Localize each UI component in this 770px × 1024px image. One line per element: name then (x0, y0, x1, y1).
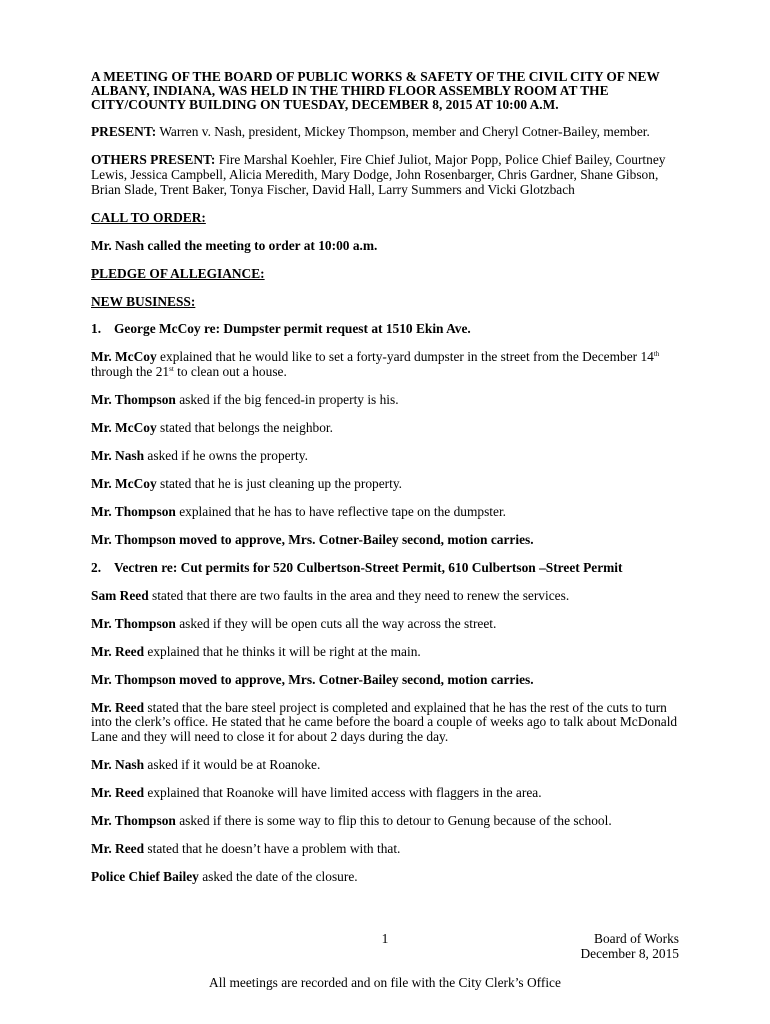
minutes-entry (91, 505, 681, 520)
entry-text: stated that he is just cleaning up the property. (156, 476, 403, 491)
entry-text: asked the date of the closure. (198, 868, 358, 884)
agenda-item-2 (91, 561, 681, 576)
minutes-entry (91, 589, 681, 604)
speaker: Mr. Thompson (91, 813, 176, 829)
minutes-entry (91, 350, 681, 379)
others-present-label: OTHERS PRESENT: (91, 152, 216, 168)
speaker: Mr. Reed (91, 643, 145, 659)
entry-text: asked if they will be open cuts all the way across the street. (175, 615, 497, 631)
speaker: Mr. Thompson (91, 615, 176, 631)
entry-text: explained that he would like to set a forty-yard dumpster in the street from the December 14 (156, 349, 654, 365)
speaker: Mr. McCoy (91, 476, 157, 491)
minutes-entry (91, 449, 681, 464)
entry-text: explained that he has to have reflective tape on the dumpster. (175, 503, 507, 519)
footer-board: Board of Works (594, 931, 679, 946)
entry-text: asked if there is some way to flip this to detour to Genung because of the school. (175, 813, 612, 829)
footer-date: December 8, 2015 (580, 946, 679, 961)
entry-text: asked if the big fenced-in property is his. (175, 392, 399, 408)
item-title: Vectren re: Cut permits for 520 Culbertson-Street Permit, 610 Culbertson –Street Permit (114, 559, 623, 575)
agenda-item-1 (91, 322, 681, 337)
present-paragraph (91, 125, 681, 140)
minutes-entry (91, 393, 681, 408)
speaker: Mr. Thompson (91, 503, 176, 519)
speaker: Police Chief Bailey (91, 868, 199, 884)
call-to-order-heading: CALL TO ORDER: (91, 209, 206, 225)
minutes-entry (91, 617, 681, 632)
minutes-entry (91, 870, 681, 885)
footer-note: All meetings are recorded and on file with the City Clerk’s Office (209, 975, 561, 990)
minutes-entry (91, 814, 681, 829)
others-present-paragraph (91, 153, 681, 197)
item-number: 1. (91, 321, 102, 337)
entry-text: asked if he owns the property. (144, 448, 308, 464)
entry-text: stated that belongs the neighbor. (156, 420, 333, 436)
minutes-entry (91, 421, 681, 436)
motion-text: Mr. Thompson moved to approve, Mrs. Cotner-Bailey second, motion carries. (91, 531, 534, 547)
speaker: Mr. Nash (91, 448, 145, 464)
minutes-entry (91, 758, 681, 773)
entry-text: asked if it would be at Roanoke. (144, 757, 321, 773)
speaker: Mr. Reed (91, 785, 145, 801)
present-text: Warren v. Nash, president, Mickey Thompson, member and Cheryl Cotner-Bailey, member. (156, 124, 650, 140)
minutes-body (91, 70, 681, 898)
entry-text: stated that there are two faults in the area and they need to renew the services. (148, 587, 570, 603)
speaker: Mr. Thompson (91, 392, 176, 408)
speaker: Mr. Reed (91, 841, 145, 856)
speaker: Mr. McCoy (91, 349, 157, 365)
pledge-heading: PLEDGE OF ALLEGIANCE: (91, 265, 265, 281)
entry-text: stated that the bare steel project is completed and explained that he has the rest of the cuts to turn into the clerk’s office. He stated that he came before the board a couple of weeks ago to talk about McDonald Lane and they will need to close it for about 2 days during the day. (91, 699, 678, 745)
item-number: 2. (91, 559, 102, 575)
speaker: Mr. Reed (91, 699, 145, 715)
minutes-entry (91, 701, 681, 745)
motion-text: Mr. Thompson moved to approve, Mrs. Cotner-Bailey second, motion carries. (91, 671, 534, 687)
call-to-order-text: Mr. Nash called the meeting to order at 10:00 a.m. (91, 237, 378, 253)
entry-text: to clean out a house. (173, 364, 287, 380)
entry-text: explained that he thinks it will be right at the main. (144, 643, 421, 659)
entry-text: explained that Roanoke will have limited access with flaggers in the area. (144, 785, 542, 801)
minutes-entry (91, 645, 681, 660)
present-label: PRESENT: (91, 124, 157, 140)
minutes-entry (91, 842, 681, 857)
new-business-heading: NEW BUSINESS: (91, 293, 196, 309)
entry-text: through the 21 (91, 364, 170, 380)
speaker: Sam Reed (91, 587, 149, 603)
item-title: George McCoy re: Dumpster permit request at 1510 Ekin Ave. (114, 321, 471, 337)
speaker: Mr. McCoy (91, 420, 157, 436)
minutes-entry (91, 786, 681, 801)
ordinal-suffix: st (169, 365, 174, 374)
minutes-entry (91, 477, 681, 492)
page-number: 1 (381, 931, 389, 946)
ordinal-suffix: th (653, 350, 660, 359)
speaker: Mr. Nash (91, 757, 145, 773)
others-present-text: Fire Marshal Koehler, Fire Chief Juliot, Major Popp, Police Chief Bailey, Courtney Lewis, Jessica Campbell, Alicia Meredith, Mary Dodge, John Rosenbarger, Chris Gardner, Shane Gibson, Brian Slade, Trent Baker, Tonya Fischer, David Hall, Larry Summers and Vicki Glotzbach (91, 152, 666, 197)
entry-text: stated that he doesn’t have a problem with that. (144, 841, 401, 856)
meeting-title: A MEETING OF THE BOARD OF PUBLIC WORKS & SAFETY OF THE CIVIL CITY OF NEW ALBANY, INDIANA, WAS HELD IN THE THIRD FLOOR ASSEMBLY ROOM AT THE CITY/COUNTY BUILDING ON TUESDAY, DECEMBER 8, 2015 AT 10:00 A.M. (91, 69, 660, 112)
footer-board-date (580, 931, 679, 961)
